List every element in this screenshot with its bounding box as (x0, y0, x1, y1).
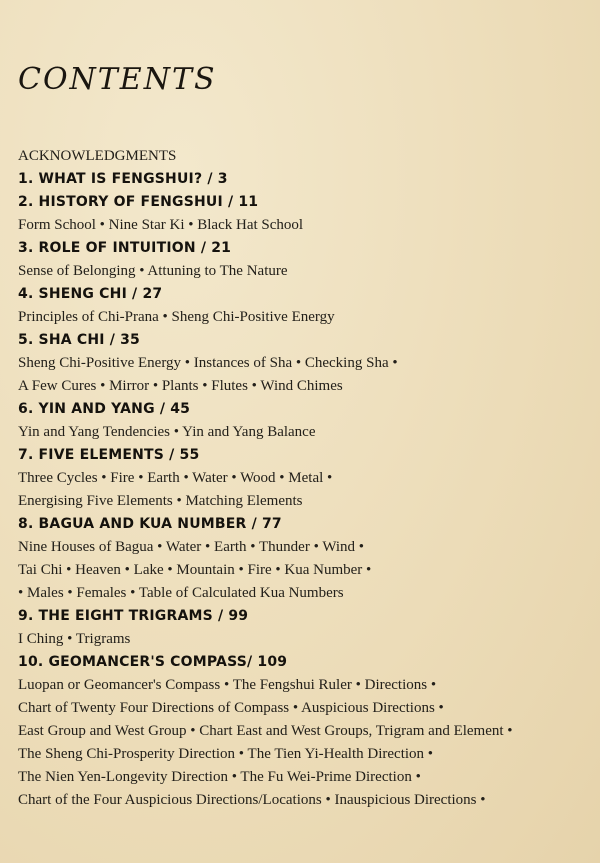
chapter-heading: 1. WHAT IS FENGSHUI? / 3 (18, 171, 228, 187)
section-list: • Males • Females • Table of Calculated Kua Numbers (18, 585, 344, 601)
chapter-heading: 10. GEOMANCER'S COMPASS/ 109 (18, 654, 288, 670)
chapter-heading: 8. BAGUA AND KUA NUMBER / 77 (18, 516, 282, 532)
chapter-heading: 7. FIVE ELEMENTS / 55 (18, 447, 200, 463)
section-list: Sense of Belonging • Attuning to The Nature (18, 263, 288, 279)
table-of-contents (18, 145, 580, 812)
chapter-heading: 9. THE EIGHT TRIGRAMS / 99 (18, 608, 249, 624)
section-list: East Group and West Group • Chart East and West Groups, Trigram and Element • (18, 723, 513, 739)
section-list: Tai Chi • Heaven • Lake • Mountain • Fire • Kua Number • (18, 562, 372, 578)
section-list: Energising Five Elements • Matching Elements (18, 493, 303, 509)
chapter-heading: 6. YIN AND YANG / 45 (18, 401, 191, 417)
section-list: Yin and Yang Tendencies • Yin and Yang Balance (18, 424, 316, 440)
section-list: Sheng Chi-Positive Energy • Instances of Sha • Checking Sha • (18, 355, 398, 371)
page-title: CONTENTS (18, 62, 217, 97)
section-list: Principles of Chi-Prana • Sheng Chi-Positive Energy (18, 309, 335, 325)
chapter-heading: 2. HISTORY OF FENGSHUI / 11 (18, 194, 259, 210)
section-list: Nine Houses of Bagua • Water • Earth • Thunder • Wind • (18, 539, 365, 555)
section-list: The Nien Yen-Longevity Direction • The Fu Wei-Prime Direction • (18, 769, 421, 785)
section-list: The Sheng Chi-Prosperity Direction • The Tien Yi-Health Direction • (18, 746, 434, 762)
section-list: Chart of the Four Auspicious Directions/Locations • Inauspicious Directions • (18, 792, 486, 808)
chapter-heading: 3. ROLE OF INTUITION / 21 (18, 240, 232, 256)
chapter-heading: 5. SHA CHI / 35 (18, 332, 140, 348)
section-list: Form School • Nine Star Ki • Black Hat School (18, 217, 304, 233)
section-list: A Few Cures • Mirror • Plants • Flutes • Wind Chimes (18, 378, 343, 394)
section-list: Three Cycles • Fire • Earth • Water • Wood • Metal • (18, 470, 333, 486)
section-list: Chart of Twenty Four Directions of Compass • Auspicious Directions • (18, 700, 444, 716)
section-list: Luopan or Geomancer's Compass • The Fengshui Ruler • Directions • (18, 677, 437, 693)
section-list: I Ching • Trigrams (18, 631, 131, 647)
chapter-heading: 4. SHENG CHI / 27 (18, 286, 163, 302)
section-list: ACKNOWLEDGMENTS (18, 148, 177, 164)
